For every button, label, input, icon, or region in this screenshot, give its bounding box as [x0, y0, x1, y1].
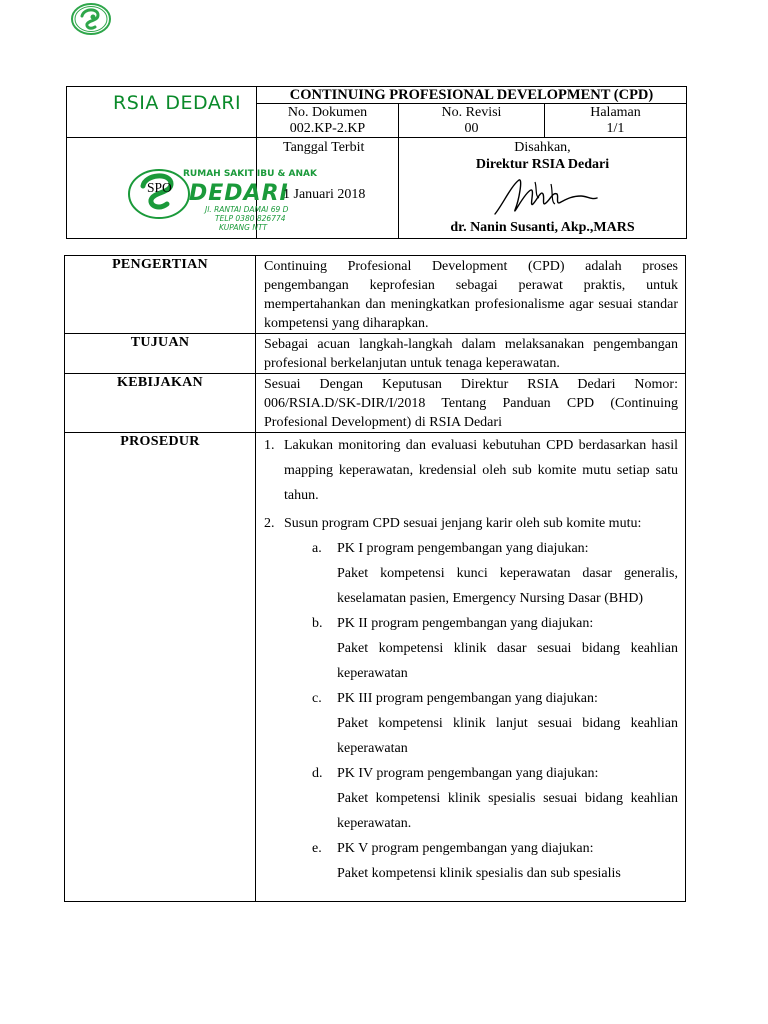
- substep: [312, 611, 678, 686]
- step-text: Lakukan monitoring dan evaluasi kebutuhan CPD berdasarkan hasil mapping keperawatan, kredensial oleh sub komite mutu setiap satu tahun.: [284, 438, 678, 503]
- halaman-label: Halaman: [590, 105, 641, 120]
- signatory-name: dr. Nanin Susanti, Akp.,MARS: [450, 220, 635, 235]
- document-title: CONTINUING PROFESIONAL DEVELOPMENT (CPD): [257, 87, 687, 104]
- substep-detail: Paket kompetensi klinik dasar sesuai bidang keahlian keperawatan: [337, 641, 678, 681]
- tanggal-terbit-label: Tanggal Terbit: [283, 140, 365, 155]
- substep-body: [337, 611, 678, 686]
- procedure-step: [264, 433, 678, 508]
- kebijakan-label: KEBIJAKAN: [65, 374, 256, 433]
- stamp-phone: TELP 0380 826774: [215, 214, 286, 223]
- tujuan-row: [65, 334, 686, 374]
- substep: [312, 761, 678, 836]
- prosedur-content: [256, 433, 686, 902]
- substep-detail: Paket kompetensi klinik lanjut sesuai bidang keahlian keperawatan: [337, 716, 678, 756]
- procedure-step: [264, 511, 678, 536]
- no-revisi-value: 00: [464, 121, 479, 136]
- stamp-name: DEDARI: [189, 181, 289, 206]
- kebijakan-row: [65, 374, 686, 433]
- step-text: Susun program CPD sesuai jenjang karir oleh sub komite mutu:: [284, 516, 642, 531]
- no-dokumen-cell: [257, 104, 399, 138]
- substep: [312, 836, 678, 886]
- halaman-value: 1/1: [606, 121, 625, 136]
- step-number: 2.: [264, 516, 275, 531]
- document-header-table: [66, 86, 687, 239]
- procedure-table: [64, 255, 686, 902]
- tujuan-label: TUJUAN: [65, 334, 256, 374]
- substep-head: PK V program pengembangan yang diajukan:: [337, 841, 594, 856]
- disahkan-label: Disahkan,: [514, 140, 571, 155]
- substep-head: PK III program pengembangan yang diajukan:: [337, 691, 598, 706]
- spo-label: SPO: [147, 180, 172, 195]
- prosedur-row: [65, 433, 686, 902]
- substep: [312, 686, 678, 761]
- tanggal-terbit-value: 1 Januari 2018: [283, 187, 366, 202]
- prosedur-label: PROSEDUR: [65, 433, 256, 902]
- no-dokumen-label: No. Dokumen: [287, 105, 368, 120]
- no-revisi-cell: [399, 104, 545, 138]
- signature-icon: [485, 174, 605, 226]
- substep-head: PK I program pengembangan yang diajukan:: [337, 541, 589, 556]
- substep-letter: a.: [312, 541, 322, 556]
- substep-detail: Paket kompetensi klinik spesialis sesuai bidang keahlian keperawatan.: [337, 791, 678, 831]
- substep-body: [337, 761, 678, 836]
- step-number: 1.: [264, 438, 275, 453]
- substep-detail: Paket kompetensi klinik spesialis dan sub spesialis: [337, 866, 621, 881]
- no-revisi-label: No. Revisi: [441, 105, 502, 120]
- brand-cell: [67, 87, 257, 138]
- halaman-cell: [545, 104, 687, 138]
- approval-cell: [399, 138, 687, 239]
- substep-detail: Paket kompetensi kunci keperawatan dasar generalis, keselamatan pasien, Emergency Nursing Dasar (BHD): [337, 566, 678, 606]
- no-dokumen-value: 002.KP-2.KP: [289, 121, 366, 136]
- substep-letter: c.: [312, 691, 322, 706]
- stamp-address: Jl. RANTAI DAMAI 69 D: [205, 205, 289, 214]
- substep-letter: d.: [312, 766, 323, 781]
- stamp-line1: RUMAH SAKIT IBU & ANAK: [183, 169, 317, 179]
- pengertian-row: [65, 256, 686, 334]
- substep: [312, 536, 678, 611]
- pengertian-text: Continuing Profesional Development (CPD) adalah proses pengembangan keprofesian sebagai perawat praktis, untuk mempertahankan dan meningkatkan profesionalisme agar sesuai standar kompetensi yang diharapkan.: [256, 256, 686, 334]
- substep-letter: e.: [312, 841, 322, 856]
- kebijakan-text: Sesuai Dengan Keputusan Direktur RSIA Dedari Nomor: 006/RSIA.D/SK-DIR/I/2018 Tentang Panduan CPD (Continuing Profesional Development) di RSIA Dedari: [256, 374, 686, 433]
- stamp-cell: [67, 138, 317, 239]
- substep-letter: b.: [312, 616, 323, 631]
- substep-head: PK II program pengembangan yang diajukan:: [337, 616, 594, 631]
- substep-head: PK IV program pengembangan yang diajukan:: [337, 766, 599, 781]
- brand-name: RSIA DEDARI: [113, 92, 242, 114]
- pengertian-label: PENGERTIAN: [65, 256, 256, 334]
- substep-body: [337, 686, 678, 761]
- substep-body: [337, 836, 678, 886]
- substep-body: [337, 536, 678, 611]
- tujuan-text: Sebagai acuan langkah-langkah dalam melaksanakan pengembangan profesional berkelanjutan untuk tenaga keperawatan.: [256, 334, 686, 374]
- stamp-city: KUPANG NTT: [219, 223, 268, 232]
- tanggal-cell: [257, 138, 399, 239]
- director-title: Direktur RSIA Dedari: [475, 157, 610, 172]
- hospital-logo-icon: [70, 2, 112, 36]
